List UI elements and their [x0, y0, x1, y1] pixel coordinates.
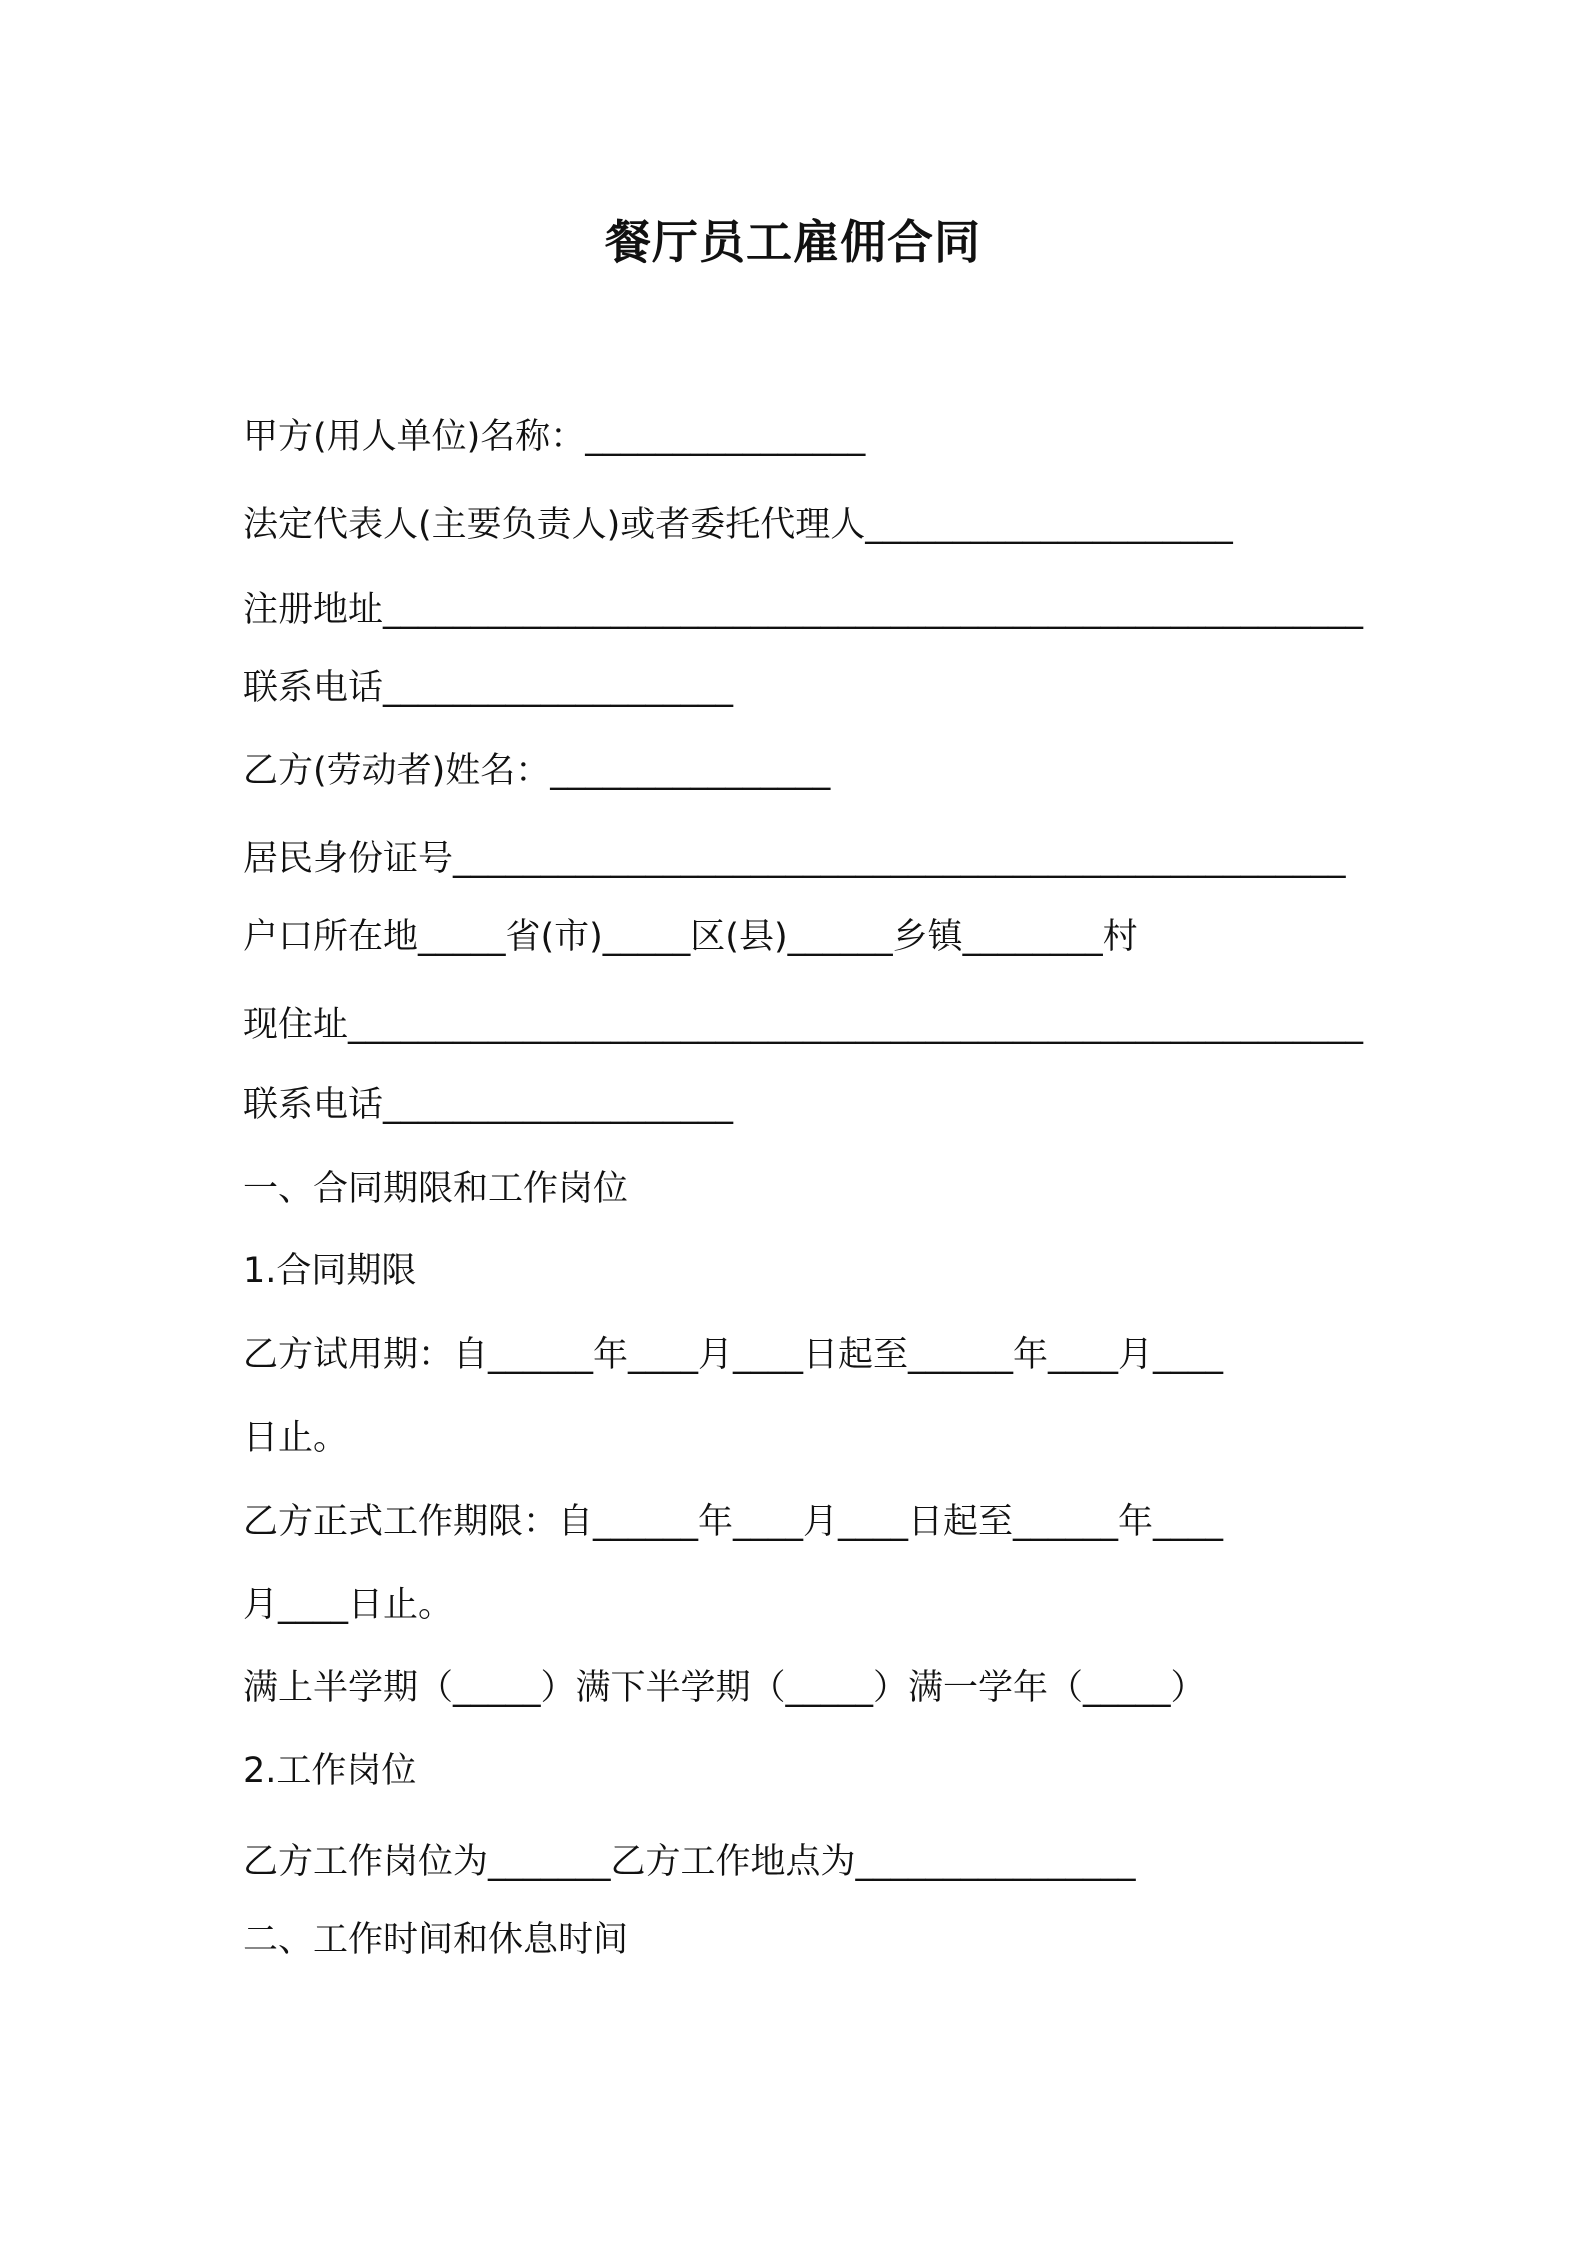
- legal-representative-line: 法定代表人(主要负责人)或者委托代理人_____________________: [243, 505, 1233, 545]
- registered-address-line: 注册地址________________________________________________________: [243, 590, 1364, 630]
- party-a-name-line: 甲方(用人单位)名称：________________: [243, 417, 866, 457]
- party-a-phone-line: 联系电话____________________: [243, 668, 734, 708]
- document-title: 餐厅员工雇佣合同: [605, 215, 981, 269]
- formal-term-line: 乙方正式工作期限：自______年____月____日起至______年____: [243, 1502, 1224, 1542]
- semester-line: 满上半学期（_____）满下半学期（_____）满一学年（_____）: [243, 1668, 1206, 1708]
- section-heading-contract-term: 一、合同期限和工作岗位: [243, 1169, 629, 1209]
- party-b-phone-line: 联系电话____________________: [243, 1085, 734, 1125]
- party-b-name-line: 乙方(劳动者)姓名：________________: [243, 751, 831, 791]
- formal-term-end-line: 月____日止。: [243, 1585, 454, 1625]
- id-number-line: 居民身份证号___________________________________________________: [243, 839, 1346, 879]
- subheading-contract-term: 1.合同期限: [243, 1251, 417, 1291]
- probation-period-line: 乙方试用期：自______年____月____日起至______年____月____: [243, 1335, 1224, 1375]
- subheading-job-position: 2.工作岗位: [243, 1751, 417, 1791]
- current-address-line: 现住址__________________________________________________________: [243, 1005, 1364, 1045]
- section-heading-working-hours: 二、工作时间和休息时间: [243, 1920, 629, 1960]
- job-position-line: 乙方工作岗位为_______乙方工作地点为________________: [243, 1842, 1136, 1882]
- probation-period-end-line: 日止。: [243, 1418, 349, 1458]
- household-registration-line: 户口所在地_____省(市)_____区(县)______乡镇________村: [243, 917, 1138, 957]
